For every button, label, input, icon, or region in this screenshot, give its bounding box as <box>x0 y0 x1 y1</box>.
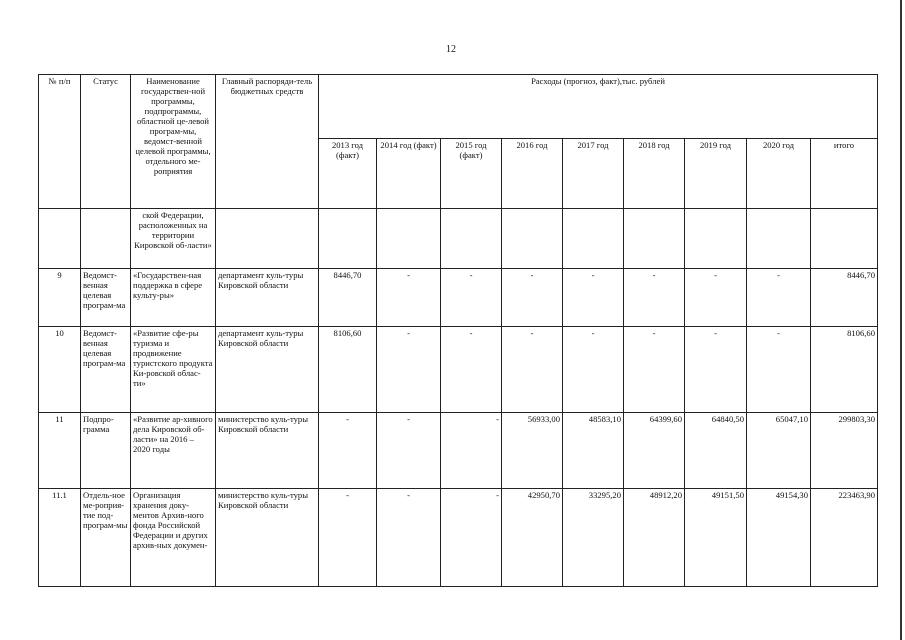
row-name: Организация хранения доку-ментов Архив-ного фонда Российской Федерации и других архив-ных докумен- <box>131 489 216 587</box>
row-value: - <box>319 413 377 489</box>
row-value: - <box>441 269 502 327</box>
row-value: - <box>377 327 441 413</box>
row-status: Отдель-ное ме-роприя-тие под-програм-мы <box>81 489 131 587</box>
row-value: - <box>377 413 441 489</box>
row-value: - <box>563 269 624 327</box>
row-value: - <box>685 327 747 413</box>
row-num: 11.1 <box>39 489 81 587</box>
table-row <box>39 209 878 269</box>
row-total: 8106,60 <box>811 327 878 413</box>
header-year: 2015 год (факт) <box>441 139 502 209</box>
row-name: «Развитие ар-хивного дела Кировской об-ласти» на 2016 – 2020 годы <box>131 413 216 489</box>
row-value <box>685 209 747 269</box>
header-expenses: Расходы (прогноз, факт),тыс. рублей <box>319 75 878 139</box>
row-status <box>81 209 131 269</box>
row-num: 10 <box>39 327 81 413</box>
header-year: 2013 год (факт) <box>319 139 377 209</box>
row-value: 8106,60 <box>319 327 377 413</box>
row-value: - <box>319 489 377 587</box>
row-admin: департамент куль-туры Кировской области <box>216 269 319 327</box>
table-row <box>39 327 878 413</box>
row-value: 65047,10 <box>747 413 811 489</box>
table-row <box>39 269 878 327</box>
row-total: 299803,30 <box>811 413 878 489</box>
row-value: 49154,30 <box>747 489 811 587</box>
row-value: - <box>747 327 811 413</box>
row-value: 8446,70 <box>319 269 377 327</box>
row-name: «Развитие сфе-ры туризма и продвижение туристского продукта Ки-ровской облас-ти» <box>131 327 216 413</box>
header-year: 2017 год <box>563 139 624 209</box>
page-edge-shadow <box>900 0 902 640</box>
row-admin: министерство куль-туры Кировской области <box>216 413 319 489</box>
header-name: Наименование государствен-ной программы, подпрограммы, областной це-левой програм-мы, ведомст-венной целевой программы, отдельного ме-роприятия <box>131 75 216 209</box>
header-year: 2019 год <box>685 139 747 209</box>
row-admin: департамент куль-туры Кировской области <box>216 327 319 413</box>
row-value <box>563 209 624 269</box>
header-total: итого <box>811 139 878 209</box>
row-value: - <box>377 269 441 327</box>
row-value: - <box>747 269 811 327</box>
row-status: Ведомст-венная целевая програм-ма <box>81 269 131 327</box>
row-total: 8446,70 <box>811 269 878 327</box>
row-admin: министерство куль-туры Кировской области <box>216 489 319 587</box>
header-row-top <box>39 75 878 139</box>
row-value: - <box>624 269 685 327</box>
row-value: - <box>441 413 502 489</box>
row-value: 48912,20 <box>624 489 685 587</box>
row-value: 49151,50 <box>685 489 747 587</box>
row-value: - <box>441 489 502 587</box>
header-num: № п/п <box>39 75 81 209</box>
row-value: - <box>563 327 624 413</box>
row-value: - <box>685 269 747 327</box>
header-year: 2018 год <box>624 139 685 209</box>
row-value <box>377 209 441 269</box>
row-num <box>39 209 81 269</box>
header-admin: Главный распоряди-тель бюджетных средств <box>216 75 319 209</box>
row-value: - <box>502 327 563 413</box>
row-status: Подпро-грамма <box>81 413 131 489</box>
row-value: 33295,20 <box>563 489 624 587</box>
row-num: 9 <box>39 269 81 327</box>
row-name: ской Федерации, расположенных на территории Кировской об-ласти» <box>131 209 216 269</box>
table-row <box>39 413 878 489</box>
header-status: Статус <box>81 75 131 209</box>
row-value: 48583,10 <box>563 413 624 489</box>
table-row <box>39 489 878 587</box>
row-value <box>319 209 377 269</box>
budget-table <box>38 74 878 587</box>
header-year: 2020 год <box>747 139 811 209</box>
row-value: 56933,00 <box>502 413 563 489</box>
row-value: - <box>377 489 441 587</box>
row-value <box>747 209 811 269</box>
row-value: - <box>624 327 685 413</box>
page-number: 12 <box>446 44 456 55</box>
row-name: «Государствен-ная поддержка в сфере культу-ры» <box>131 269 216 327</box>
row-value: - <box>502 269 563 327</box>
header-year: 2014 год (факт) <box>377 139 441 209</box>
row-total: 223463,90 <box>811 489 878 587</box>
row-value: 64840,50 <box>685 413 747 489</box>
row-value <box>624 209 685 269</box>
row-value: 42950,70 <box>502 489 563 587</box>
row-total <box>811 209 878 269</box>
row-value <box>441 209 502 269</box>
row-value: 64399,60 <box>624 413 685 489</box>
row-status: Ведомст-венная целевая програм-ма <box>81 327 131 413</box>
row-num: 11 <box>39 413 81 489</box>
header-year: 2016 год <box>502 139 563 209</box>
row-value <box>502 209 563 269</box>
row-value: - <box>441 327 502 413</box>
row-admin <box>216 209 319 269</box>
